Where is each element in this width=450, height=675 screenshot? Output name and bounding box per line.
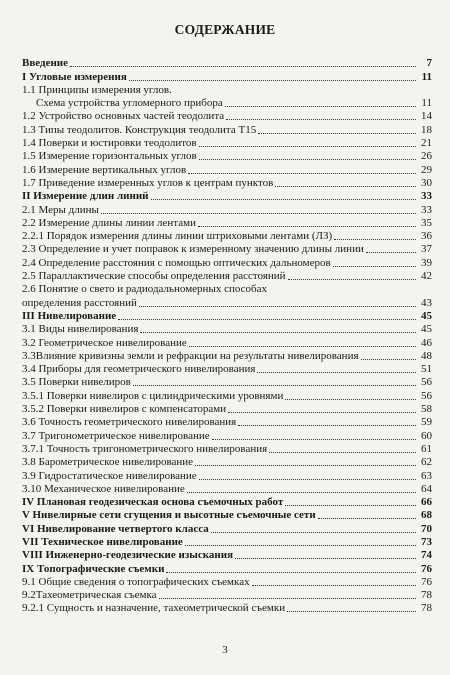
toc-leader-dots xyxy=(288,279,416,280)
toc-leader-dots xyxy=(188,173,416,174)
toc-entry-page: 76 xyxy=(421,562,432,575)
toc-entry-label: 3.6 Точность геометрического нивелирования xyxy=(22,416,237,429)
toc-entry-page: 73 xyxy=(421,535,432,548)
toc-entry[interactable] xyxy=(22,375,432,388)
toc-leader-dots xyxy=(235,558,416,559)
toc-entry-label: 1.2 Устройство основных частей теодолита xyxy=(22,110,225,123)
toc-entry-label: 1.7 Приведение измеренных углов к центрам пунктов xyxy=(22,176,274,189)
toc-entry[interactable] xyxy=(22,521,432,534)
toc-entry[interactable] xyxy=(22,349,432,362)
page-number: 3 xyxy=(222,644,228,656)
toc-entry-page: 78 xyxy=(421,602,432,615)
toc-leader-dots xyxy=(118,319,416,320)
toc-entry-page: 30 xyxy=(421,176,432,189)
toc-entry-page: 14 xyxy=(421,110,432,123)
toc-entry-label: 2.2 Измерение длины линии лентами xyxy=(22,216,196,229)
toc-entry-page: 74 xyxy=(421,549,432,562)
toc-entry-page: 33 xyxy=(421,203,432,216)
toc-entry-page: 36 xyxy=(421,230,432,243)
toc-entry[interactable] xyxy=(22,122,432,135)
toc-entry-page: 48 xyxy=(421,349,432,362)
toc-leader-dots xyxy=(70,66,416,67)
toc-leader-dots xyxy=(199,159,416,160)
toc-leader-dots xyxy=(238,425,416,426)
toc-leader-dots xyxy=(257,372,416,373)
toc-entry[interactable] xyxy=(22,162,432,175)
toc-leader-dots xyxy=(159,598,416,599)
toc-entry-page: 59 xyxy=(421,416,432,429)
toc-entry-label: 9.2Тахеометрическая съемка xyxy=(22,589,157,602)
toc-entry[interactable] xyxy=(22,309,432,322)
toc-entry[interactable] xyxy=(22,508,432,521)
toc-entry-page: 62 xyxy=(421,456,432,469)
toc-entry-label: 2.5 Параллактические способы определения расстояний xyxy=(22,270,286,283)
toc-entry-label: III Нивелирование xyxy=(22,309,117,322)
toc-leader-dots xyxy=(129,80,416,81)
toc-leader-dots xyxy=(361,359,416,360)
toc-entry-label: VII Техническое нивелирование xyxy=(22,535,183,548)
toc-leader-dots xyxy=(199,146,416,147)
page-title: СОДЕРЖАНИЕ xyxy=(174,22,276,37)
toc-entry-label: 1.1 Принципы измерения углов. xyxy=(22,83,172,96)
toc-entry-label: 1.3 Типы теодолитов. Конструкция теодолита Т15 xyxy=(22,123,257,136)
toc-entry-page: 76 xyxy=(421,575,432,588)
toc-entry-page: 58 xyxy=(421,403,432,416)
toc-entry-page: 26 xyxy=(421,150,432,163)
toc-entry[interactable] xyxy=(22,601,432,614)
toc-entry[interactable] xyxy=(22,442,432,455)
toc-entry-label: 3.7 Тригонометрическое нивелирование xyxy=(22,429,210,442)
toc-entry-page: 51 xyxy=(421,363,432,376)
toc-entry-page: 39 xyxy=(421,256,432,269)
toc-entry-label: 2.2.1 Порядок измерения длины линии штриховыми лентами (ЛЗ) xyxy=(22,230,333,243)
toc-leader-dots xyxy=(333,266,416,267)
toc-leader-dots xyxy=(318,518,416,519)
toc-entry-label: IX Топографические съемки xyxy=(22,562,165,575)
toc-entry-page: 18 xyxy=(421,123,432,136)
toc-entry[interactable] xyxy=(22,189,432,202)
toc-entry[interactable] xyxy=(22,136,432,149)
toc-leader-dots xyxy=(258,133,416,134)
toc-entry-page: 29 xyxy=(421,163,432,176)
toc-entry[interactable] xyxy=(22,96,432,109)
toc-entry-page: 63 xyxy=(421,469,432,482)
toc-entry[interactable] xyxy=(22,468,432,481)
toc-entry-page: 56 xyxy=(421,389,432,402)
toc-entry-label: 2.1 Меры длины xyxy=(22,203,99,216)
toc-entry[interactable] xyxy=(22,335,432,348)
toc-entry-label: 3.7.1 Точность тригонометрического нивелирования xyxy=(22,442,268,455)
toc-entry-label: 3.1 Виды нивелирования xyxy=(22,323,139,336)
toc-entry-label: 9.2.1 Сущность и назначение, тахеометрической съемки xyxy=(22,602,286,615)
toc-entry-page: 11 xyxy=(421,97,432,110)
toc-entry-page: 78 xyxy=(421,589,432,602)
toc-entry[interactable] xyxy=(22,588,432,601)
toc-entry[interactable] xyxy=(22,482,432,495)
toc-entry[interactable] xyxy=(22,362,432,375)
toc-leader-dots xyxy=(187,492,416,493)
toc-entry[interactable] xyxy=(22,109,432,122)
toc-entry[interactable] xyxy=(22,415,432,428)
toc-entry-page: 56 xyxy=(421,376,432,389)
toc-entry-label: 9.1 Общие сведения о топографических съемках xyxy=(22,575,250,588)
toc-entry[interactable] xyxy=(22,295,432,308)
toc-entry-label: 2.6 Понятие о свето и радиодальномерных способах xyxy=(22,283,267,296)
table-of-contents xyxy=(22,56,432,614)
toc-entry[interactable] xyxy=(22,455,432,468)
toc-entry-label: 1.4 Поверки и юстировки теодолитов xyxy=(22,137,197,150)
toc-leader-dots xyxy=(151,199,417,200)
toc-entry[interactable] xyxy=(22,216,432,229)
toc-entry-label: 3.9 Гидростатическое нивелирование xyxy=(22,469,197,482)
toc-entry-page: 68 xyxy=(421,509,432,522)
toc-leader-dots xyxy=(285,505,416,506)
toc-entry[interactable] xyxy=(22,242,432,255)
toc-leader-dots xyxy=(225,106,416,107)
toc-entry[interactable] xyxy=(22,495,432,508)
toc-entry-page: 11 xyxy=(421,70,432,83)
toc-entry-page: 60 xyxy=(421,429,432,442)
toc-entry-page: 45 xyxy=(421,309,432,322)
toc-entry-page: 33 xyxy=(421,190,432,203)
toc-entry[interactable] xyxy=(22,176,432,189)
toc-entry[interactable] xyxy=(22,149,432,162)
toc-leader-dots xyxy=(189,346,416,347)
toc-leader-dots xyxy=(195,465,416,466)
toc-leader-dots xyxy=(211,532,416,533)
toc-entry[interactable] xyxy=(22,402,432,415)
toc-leader-dots xyxy=(133,385,416,386)
toc-entry-label: 3.8 Барометрическое нивелирование xyxy=(22,456,194,469)
toc-entry-label: 3.2 Геометрическое нивелирование xyxy=(22,336,187,349)
toc-entry[interactable] xyxy=(22,322,432,335)
toc-leader-dots xyxy=(287,611,416,612)
toc-leader-dots xyxy=(228,412,416,413)
toc-leader-dots xyxy=(198,226,416,227)
toc-entry-label: 3.5.2 Поверки нивелиров с компенсаторами xyxy=(22,403,227,416)
toc-entry-label: IV Плановая геодезическая основа съемочных работ xyxy=(22,496,284,509)
toc-entry[interactable] xyxy=(22,229,432,242)
toc-entry[interactable] xyxy=(22,575,432,588)
toc-entry-page: 70 xyxy=(421,522,432,535)
toc-leader-dots xyxy=(334,239,416,240)
toc-entry-page: 46 xyxy=(421,336,432,349)
toc-leader-dots xyxy=(185,545,416,546)
toc-entry[interactable] xyxy=(22,561,432,574)
toc-leader-dots xyxy=(139,306,416,307)
toc-leader-dots xyxy=(140,332,416,333)
toc-entry-page: 61 xyxy=(421,442,432,455)
toc-entry-label: V Нивелирные сети сгущения и высотные съемочные сети xyxy=(22,509,316,522)
toc-entry-page: 35 xyxy=(421,216,432,229)
toc-entry[interactable] xyxy=(22,255,432,268)
toc-leader-dots xyxy=(269,452,416,453)
toc-entry[interactable] xyxy=(22,282,432,295)
toc-entry-label: 2.3 Определение и учет поправок к измеренному значению длины линии xyxy=(22,243,364,256)
toc-leader-dots xyxy=(166,572,416,573)
toc-leader-dots xyxy=(199,479,416,480)
toc-entry-label: 1.6 Измерение вертикальных углов xyxy=(22,163,187,176)
toc-leader-dots xyxy=(212,439,416,440)
toc-entry-page: 37 xyxy=(421,243,432,256)
toc-leader-dots xyxy=(252,585,416,586)
toc-entry-label: 3.4 Приборы для геометрического нивелирования xyxy=(22,363,256,376)
toc-entry[interactable] xyxy=(22,428,432,441)
toc-entry-label: 3.5 Поверки нивелиров xyxy=(22,376,131,389)
toc-leader-dots xyxy=(366,252,416,253)
toc-entry-label: VI Нивелирование четвертого класса xyxy=(22,522,209,535)
toc-entry-label: 1.5 Измерение горизонтальных углов xyxy=(22,150,197,163)
toc-entry-page: 21 xyxy=(421,137,432,150)
toc-entry-page: 43 xyxy=(421,296,432,309)
toc-entry[interactable] xyxy=(22,69,432,82)
toc-entry-page: 66 xyxy=(421,496,432,509)
toc-entry-label: 2.4 Определение расстояния с помощью оптических дальномеров xyxy=(22,256,331,269)
toc-entry-label: VIII Инженерно-геодезические изыскания xyxy=(22,549,234,562)
toc-entry[interactable] xyxy=(22,202,432,215)
toc-entry[interactable] xyxy=(22,535,432,548)
toc-entry-label: 3.5.1 Поверки нивелиров с цилиндрическими уровнями xyxy=(22,389,284,402)
toc-entry-page: 64 xyxy=(421,482,432,495)
toc-leader-dots xyxy=(226,119,416,120)
toc-entry-page: 7 xyxy=(426,57,432,70)
toc-entry-label: II Измерение длин линий xyxy=(22,190,149,203)
toc-entry[interactable] xyxy=(22,56,432,69)
toc-entry[interactable] xyxy=(22,269,432,282)
toc-entry[interactable] xyxy=(22,548,432,561)
toc-entry-label: Схема устройства угломерного прибора xyxy=(36,97,223,110)
toc-leader-dots xyxy=(275,186,416,187)
toc-entry-page: 45 xyxy=(421,323,432,336)
toc-leader-dots xyxy=(285,399,416,400)
toc-entry-label: Введение xyxy=(22,57,69,70)
toc-entry-page: 42 xyxy=(421,270,432,283)
toc-entry[interactable] xyxy=(22,388,432,401)
toc-entry-label: 3.10 Механическое нивелирование xyxy=(22,482,185,495)
toc-entry-label: 3.3Влияние кривизны земли и рефракции на результаты нивелирования xyxy=(22,349,359,362)
toc-entry[interactable] xyxy=(22,83,432,96)
toc-entry-label: определения расстояний xyxy=(22,296,137,309)
toc-entry-label: I Угловые измерения xyxy=(22,70,127,83)
toc-leader-dots xyxy=(101,213,416,214)
